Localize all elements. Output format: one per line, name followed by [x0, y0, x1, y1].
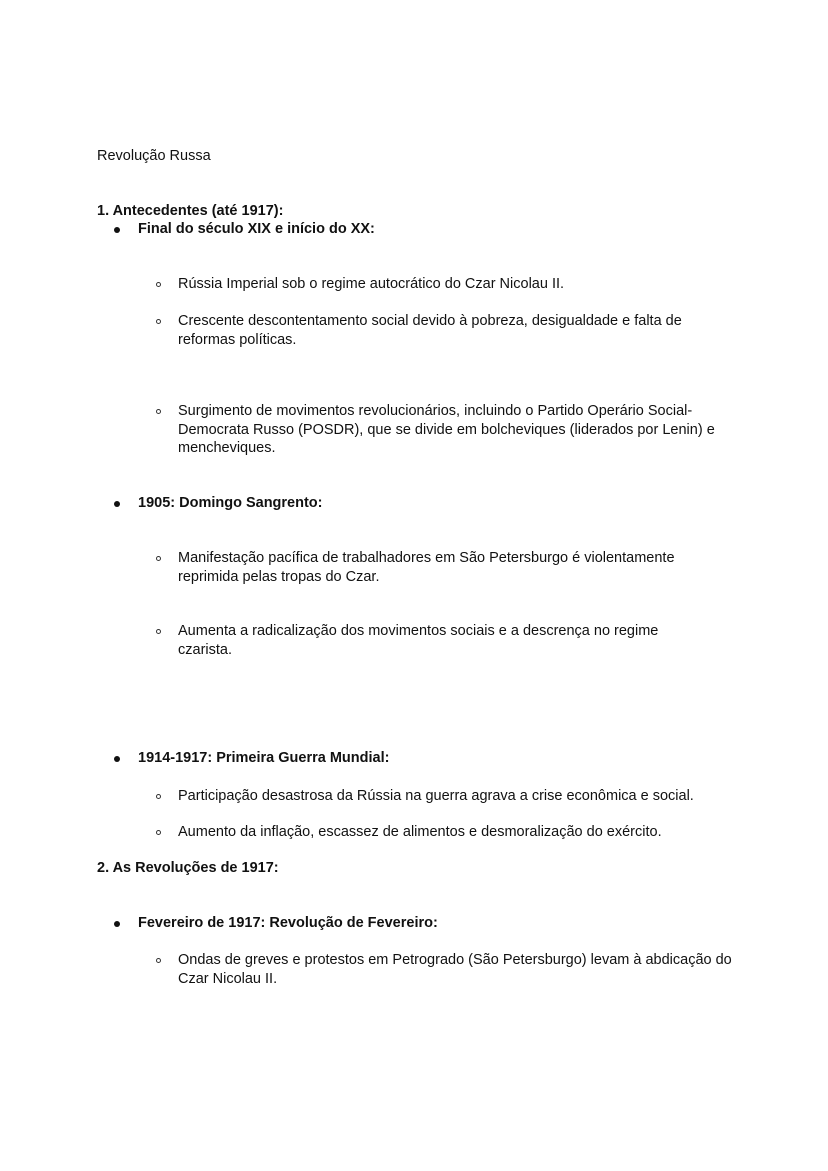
circle-bullet-icon	[156, 794, 161, 799]
group-label-1905: 1905: Domingo Sangrento:	[138, 495, 323, 511]
circle-bullet-icon	[156, 958, 161, 963]
circle-bullet-icon	[156, 319, 161, 324]
list-item: Surgimento de movimentos revolucionários, incluindo o Partido Operário Social-Democrata Russo (POSDR), que se divide em bolcheviques (liderados por Lenin) e mencheviques.	[178, 403, 715, 456]
bullet-icon	[114, 756, 120, 762]
document-title: Revolução Russa	[97, 148, 211, 164]
section-heading-antecedentes: 1. Antecedentes (até 1917):	[97, 203, 284, 219]
circle-bullet-icon	[156, 282, 161, 287]
section-heading-revolucoes: 2. As Revoluções de 1917:	[97, 860, 279, 876]
list-item: Aumenta a radicalização dos movimentos sociais e a descrença no regime czarista.	[178, 623, 659, 658]
circle-bullet-icon	[156, 830, 161, 835]
list-item: Crescente descontentamento social devido à pobreza, desigualdade e falta de reformas políticas.	[178, 313, 682, 348]
group-label-final-seculo: Final do século XIX e início do XX:	[138, 221, 375, 237]
list-item: Ondas de greves e protestos em Petrogrado (São Petersburgo) levam à abdicação do Czar Nicolau II.	[178, 952, 732, 987]
group-label-fevereiro: Fevereiro de 1917: Revolução de Fevereiro:	[138, 915, 438, 931]
bullet-icon	[114, 227, 120, 233]
list-item: Participação desastrosa da Rússia na guerra agrava a crise econômica e social.	[178, 788, 694, 804]
list-item: Aumento da inflação, escassez de alimentos e desmoralização do exército.	[178, 824, 662, 840]
circle-bullet-icon	[156, 556, 161, 561]
bullet-icon	[114, 921, 120, 927]
circle-bullet-icon	[156, 629, 161, 634]
circle-bullet-icon	[156, 409, 161, 414]
list-item: Rússia Imperial sob o regime autocrático do Czar Nicolau II.	[178, 276, 565, 292]
list-item: Manifestação pacífica de trabalhadores em São Petersburgo é violentamente reprimida pelas tropas do Czar.	[178, 550, 675, 585]
group-label-1914-1917: 1914-1917: Primeira Guerra Mundial:	[138, 750, 390, 766]
bullet-icon	[114, 501, 120, 507]
